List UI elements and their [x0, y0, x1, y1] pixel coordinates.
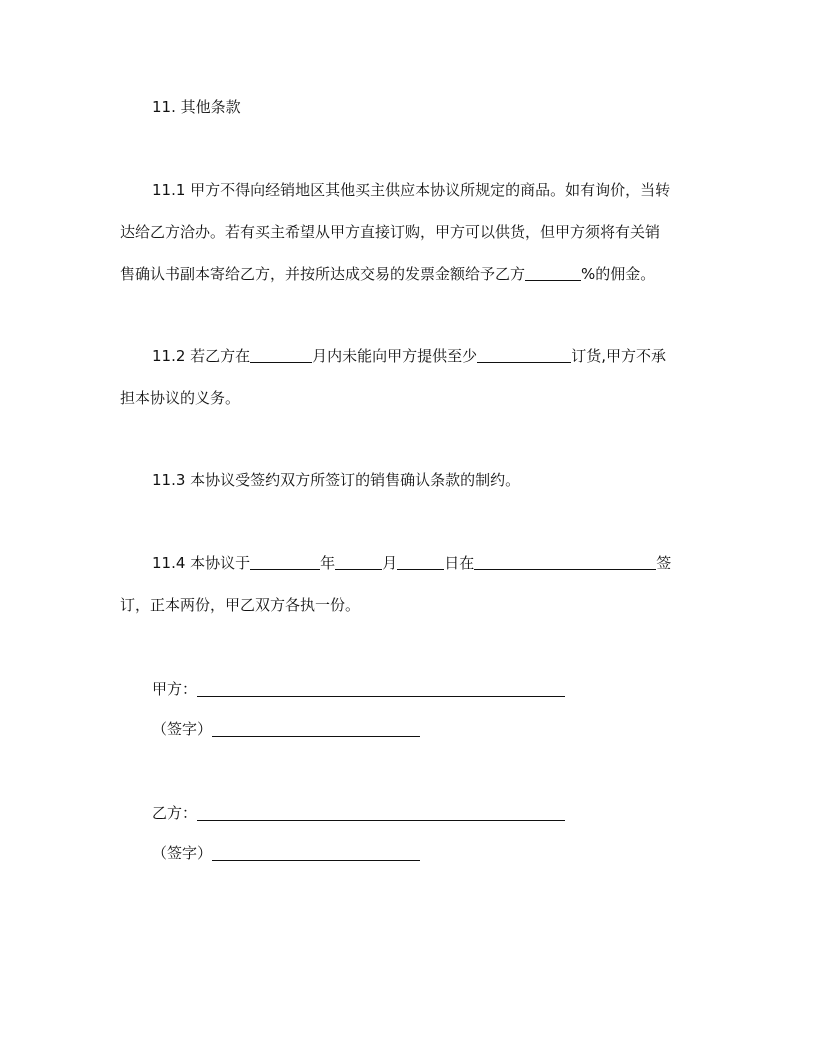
- party-a-sign-label: （签字）: [152, 720, 213, 738]
- clause-11-2-text-b: 月内未能向甲方提供至少: [312, 347, 478, 365]
- party-b-sign-row: [152, 843, 420, 863]
- month-label: 月: [382, 554, 398, 572]
- party-a-signature-field[interactable]: [212, 721, 420, 737]
- year-blank[interactable]: [250, 554, 320, 570]
- clause-11-1-text-a: 售确认书副本寄给乙方，并按所达成交易的发票金额给予乙方: [120, 265, 526, 283]
- party-b-row: [152, 803, 565, 823]
- clause-11-1-text-b: %的佣金。: [581, 265, 656, 283]
- clause-11-4-text-a: 11.4 本协议于: [152, 554, 251, 572]
- day-blank[interactable]: [397, 554, 444, 570]
- day-at-label: 日在: [444, 554, 475, 572]
- party-b-sign-label: （签字）: [152, 844, 213, 862]
- year-label: 年: [320, 554, 336, 572]
- party-a-label: 甲方：: [152, 680, 198, 698]
- clause-11-1-line-3: [120, 264, 655, 284]
- clause-11-2-line-2: 担本协议的义务。: [120, 389, 241, 407]
- clause-11-1-line-2: 达给乙方洽办。若有买主希望从甲方直接订购，甲方可以供货，但甲方须将有关销: [120, 223, 661, 241]
- party-b-label: 乙方：: [152, 804, 198, 822]
- clause-11-2-text-c: 订货,甲方不承: [571, 347, 666, 365]
- party-b-name-field[interactable]: [197, 805, 565, 821]
- clause-11-3: 11.3 本协议受签约双方所签订的销售确认条款的制约。: [152, 471, 521, 489]
- clause-11-2-text-a: 11.2 若乙方在: [152, 347, 251, 365]
- party-b-signature-field[interactable]: [212, 845, 420, 861]
- clause-11-4-line-2: 订，正本两份，甲乙双方各执一份。: [120, 596, 361, 614]
- clause-11-1-line-1: 11.1 甲方不得向经销地区其他买主供应本协议所规定的商品。如有询价，当转: [152, 181, 671, 199]
- signing-place-blank[interactable]: [474, 554, 656, 570]
- sign-char: 签: [656, 554, 672, 572]
- month-blank[interactable]: [335, 554, 382, 570]
- section-heading: 11. 其他条款: [152, 98, 241, 116]
- minimum-order-blank[interactable]: [477, 347, 571, 363]
- party-a-row: [152, 679, 565, 699]
- months-blank[interactable]: [250, 347, 312, 363]
- clause-11-2-line-1: [152, 346, 666, 366]
- party-a-name-field[interactable]: [197, 681, 565, 697]
- party-a-sign-row: [152, 719, 420, 739]
- clause-11-4-line-1: [152, 553, 671, 573]
- commission-percent-blank[interactable]: [525, 265, 581, 281]
